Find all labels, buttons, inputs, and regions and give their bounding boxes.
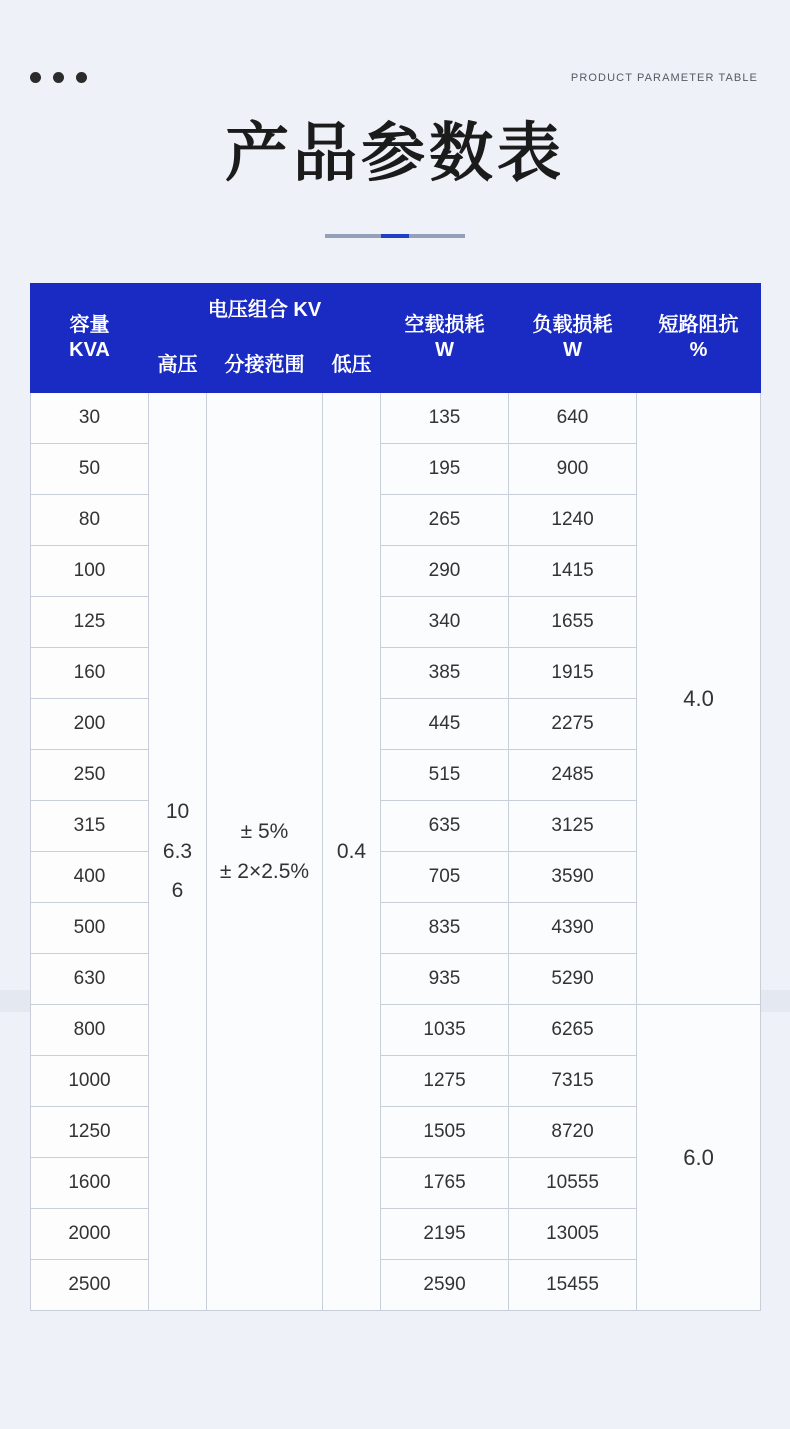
tap-range-value: ± 5% — [240, 819, 289, 843]
cell-capacity: 400 — [31, 852, 149, 903]
cell-load-loss: 1415 — [509, 546, 637, 597]
cell-load-loss: 640 — [509, 393, 637, 444]
cell-no-load-loss: 935 — [381, 954, 509, 1005]
tap-range-value: ± 2×2.5% — [219, 859, 310, 883]
cell-capacity: 200 — [31, 699, 149, 750]
cell-capacity: 800 — [31, 1005, 149, 1056]
table-body — [31, 393, 761, 1311]
cell-load-loss: 1655 — [509, 597, 637, 648]
cell-load-loss: 4390 — [509, 903, 637, 954]
cell-no-load-loss: 705 — [381, 852, 509, 903]
cell-no-load-loss: 290 — [381, 546, 509, 597]
high-voltage-value: 10 — [165, 799, 190, 823]
th-load-loss-line2: W — [563, 339, 582, 361]
cell-no-load-loss: 1275 — [381, 1056, 509, 1107]
cell-capacity: 1000 — [31, 1056, 149, 1107]
th-high-voltage: 高压 — [149, 338, 207, 393]
decorative-dots — [30, 72, 87, 83]
th-impedance-line2: % — [689, 339, 708, 361]
cell-no-load-loss: 385 — [381, 648, 509, 699]
cell-no-load-loss: 2195 — [381, 1209, 509, 1260]
cell-load-loss: 3125 — [509, 801, 637, 852]
cell-load-loss: 10555 — [509, 1158, 637, 1209]
cell-no-load-loss: 135 — [381, 393, 509, 444]
title-divider-accent — [381, 234, 409, 238]
page-header — [0, 60, 790, 100]
cell-high-voltage — [149, 393, 207, 1311]
title-divider — [325, 234, 465, 238]
th-no-load-loss-line2: W — [435, 339, 454, 361]
header-eyebrow: PRODUCT PARAMETER TABLE — [570, 72, 758, 84]
edge-notch-left — [0, 990, 30, 1012]
cell-no-load-loss: 445 — [381, 699, 509, 750]
cell-load-loss: 5290 — [509, 954, 637, 1005]
cell-no-load-loss: 635 — [381, 801, 509, 852]
cell-capacity: 2500 — [31, 1260, 149, 1311]
cell-load-loss: 8720 — [509, 1107, 637, 1158]
cell-low-voltage: 0.4 — [323, 393, 381, 1311]
cell-no-load-loss: 195 — [381, 444, 509, 495]
th-capacity-line1: 容量 — [69, 314, 110, 336]
cell-no-load-loss: 1505 — [381, 1107, 509, 1158]
cell-capacity: 1250 — [31, 1107, 149, 1158]
th-no-load-loss-line1: 空载损耗 — [404, 314, 485, 336]
cell-capacity: 50 — [31, 444, 149, 495]
cell-load-loss: 2485 — [509, 750, 637, 801]
th-voltage-group: 电压组合 KV — [149, 284, 381, 339]
cell-load-loss: 6265 — [509, 1005, 637, 1056]
th-load-loss-line1: 负载损耗 — [532, 314, 613, 336]
cell-load-loss: 13005 — [509, 1209, 637, 1260]
th-no-load-loss — [381, 284, 509, 393]
cell-load-loss: 2275 — [509, 699, 637, 750]
th-low-voltage: 低压 — [323, 338, 381, 393]
cell-capacity: 160 — [31, 648, 149, 699]
cell-load-loss: 900 — [509, 444, 637, 495]
th-impedance-line1: 短路阻抗 — [658, 314, 739, 336]
th-load-loss — [509, 284, 637, 393]
page-title: 产品参数表 — [225, 117, 565, 189]
high-voltage-value: 6.3 — [162, 839, 193, 863]
cell-load-loss: 1240 — [509, 495, 637, 546]
table-head — [31, 284, 761, 393]
cell-capacity: 500 — [31, 903, 149, 954]
dot-icon — [53, 72, 64, 83]
table-row — [31, 393, 761, 444]
edge-notch-right — [760, 990, 790, 1012]
cell-load-loss: 15455 — [509, 1260, 637, 1311]
cell-load-loss: 7315 — [509, 1056, 637, 1107]
cell-no-load-loss: 835 — [381, 903, 509, 954]
cell-no-load-loss: 265 — [381, 495, 509, 546]
cell-load-loss: 3590 — [509, 852, 637, 903]
cell-capacity: 100 — [31, 546, 149, 597]
cell-capacity: 125 — [31, 597, 149, 648]
th-capacity — [31, 284, 149, 393]
table-head-row-1 — [31, 284, 761, 339]
th-impedance — [637, 284, 761, 393]
parameter-table-wrapper — [30, 283, 760, 1311]
high-voltage-value: 6 — [171, 879, 184, 903]
cell-no-load-loss: 1765 — [381, 1158, 509, 1209]
cell-capacity: 30 — [31, 393, 149, 444]
cell-capacity: 315 — [31, 801, 149, 852]
cell-tap-range — [207, 393, 323, 1311]
dot-icon — [30, 72, 41, 83]
cell-load-loss: 1915 — [509, 648, 637, 699]
cell-impedance-top: 4.0 — [637, 393, 761, 1005]
cell-no-load-loss: 2590 — [381, 1260, 509, 1311]
cell-impedance-bottom: 6.0 — [637, 1005, 761, 1311]
cell-capacity: 630 — [31, 954, 149, 1005]
parameter-table — [30, 283, 761, 1311]
cell-capacity: 2000 — [31, 1209, 149, 1260]
cell-capacity: 250 — [31, 750, 149, 801]
th-capacity-line2: KVA — [69, 339, 110, 361]
table-row — [31, 1005, 761, 1056]
th-tap-range: 分接范围 — [207, 338, 323, 393]
cell-no-load-loss: 340 — [381, 597, 509, 648]
cell-no-load-loss: 1035 — [381, 1005, 509, 1056]
cell-capacity: 1600 — [31, 1158, 149, 1209]
cell-capacity: 80 — [31, 495, 149, 546]
dot-icon — [76, 72, 87, 83]
cell-no-load-loss: 515 — [381, 750, 509, 801]
